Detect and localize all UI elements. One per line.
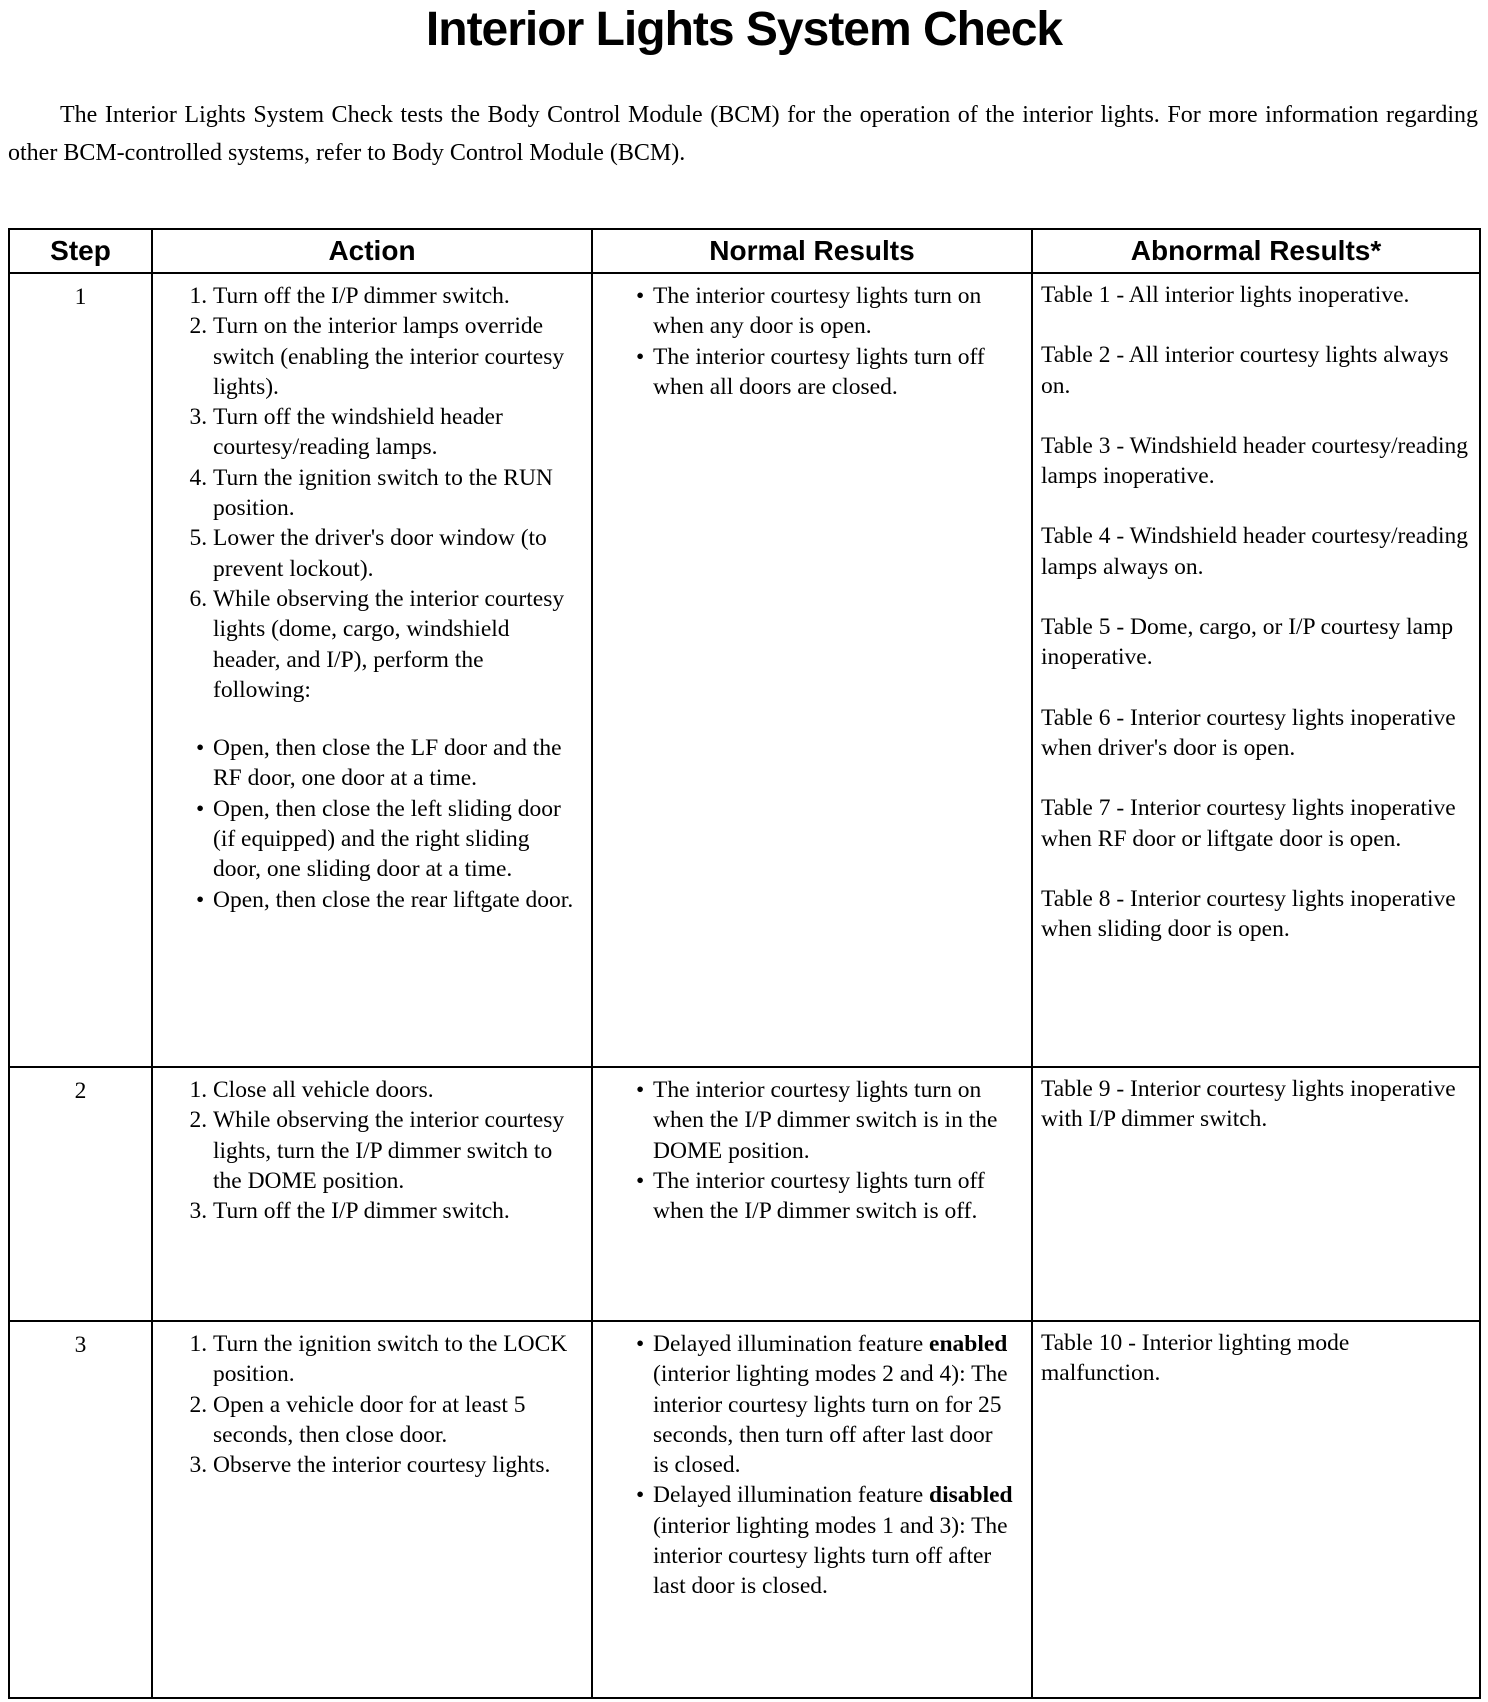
abnormal-result-item: Table 3 - Windshield header courtesy/reading lamps inoperative. [1041, 432, 1469, 490]
normal-result-item [653, 1329, 1013, 1480]
action-item: 4. Turn the ignition switch to the RUN position. [213, 463, 581, 524]
result-text: Delayed illumination feature [653, 1331, 924, 1357]
result-emphasis: disabled [929, 1482, 1013, 1509]
abnormal-results-cell [1032, 273, 1480, 1067]
page-title: Interior Lights System Check [425, 3, 1063, 56]
action-item: 3. Turn off the windshield header courtesy/reading lamps. [213, 402, 581, 463]
result-text: (interior lighting modes 2 and 4): The interior courtesy lights turn on for 25 seconds, then turn off after last door is closed. [653, 1361, 1008, 1479]
normal-result-item: • The interior courtesy lights turn on when any door is open. [653, 281, 1013, 342]
normal-results-list [635, 281, 1013, 402]
result-text: Delayed illumination feature [653, 1482, 924, 1509]
normal-result-item: • The interior courtesy lights turn off when the I/P dimmer switch is off. [653, 1166, 1013, 1227]
action-item: 1. Close all vehicle doors. [213, 1075, 581, 1105]
abnormal-result-item: Table 1 - All interior lights inoperative. [1041, 282, 1410, 308]
intro-paragraph: The Interior Lights System Check tests the Body Control Module (BCM) for the operation of the interior lights. For more information regarding other BCM-controlled systems, refer to Body Control Module (BCM). [8, 102, 1478, 166]
abnormal-result-item: Table 9 - Interior courtesy lights inoperative with I/P dimmer switch. [1041, 1076, 1456, 1133]
abnormal-results-cell [1032, 1321, 1480, 1698]
action-item: 3. Observe the interior courtesy lights. [213, 1450, 581, 1480]
sub-action-item: • Open, then close the LF door and the RF door, one door at a time. [213, 733, 581, 794]
table-row [9, 273, 1480, 1067]
normal-result-item: • The interior courtesy lights turn off when all doors are closed. [653, 342, 1013, 403]
sub-action-list [181, 733, 581, 915]
abnormal-result-item: Table 2 - All interior courtesy lights always on. [1041, 342, 1449, 399]
normal-result-item: • The interior courtesy lights turn on when the I/P dimmer switch is in the DOME position. [653, 1075, 1013, 1166]
action-item: 2. Turn on the interior lamps override switch (enabling the interior courtesy lights). [213, 311, 581, 402]
step-number: 3 [9, 1321, 152, 1698]
abnormal-result-item: Table 5 - Dome, cargo, or I/P courtesy lamp inoperative. [1041, 614, 1454, 671]
table-header-row [9, 229, 1480, 273]
action-cell [152, 1067, 592, 1321]
abnormal-result-item: Table 10 - Interior lighting mode malfunction. [1041, 1330, 1350, 1387]
normal-result-item [653, 1480, 1013, 1601]
system-check-table [8, 228, 1481, 1699]
action-item: 2. Open a vehicle door for at least 5 seconds, then close door. [213, 1390, 581, 1451]
normal-results-list [635, 1075, 1013, 1226]
action-list [181, 281, 581, 705]
normal-results-list [635, 1329, 1013, 1602]
action-item: 1. Turn off the I/P dimmer switch. [213, 281, 581, 311]
normal-results-cell [592, 1067, 1032, 1321]
action-item: 2. While observing the interior courtesy lights, turn the I/P dimmer switch to the DOME position. [213, 1105, 581, 1196]
abnormal-result-item: Table 4 - Windshield header courtesy/reading lamps always on. [1041, 523, 1469, 580]
action-item: 5. Lower the driver's door window (to prevent lockout). [213, 523, 581, 584]
abnormal-result-item: Table 7 - Interior courtesy lights inoperative when RF door or liftgate door is open. [1041, 795, 1456, 852]
header-step: Step [9, 229, 152, 273]
table-row [9, 1321, 1480, 1698]
header-abnormal-results: Abnormal Results* [1032, 229, 1480, 273]
action-item: 1. Turn the ignition switch to the LOCK position. [213, 1329, 581, 1390]
header-normal-results: Normal Results [592, 229, 1032, 273]
normal-results-cell [592, 1321, 1032, 1698]
action-cell [152, 1321, 592, 1698]
action-cell [152, 273, 592, 1067]
abnormal-results-cell [1032, 1067, 1480, 1321]
abnormal-result-item: Table 8 - Interior courtesy lights inoperative when sliding door is open. [1041, 885, 1456, 943]
normal-results-cell [592, 273, 1032, 1067]
abnormal-result-item: Table 6 - Interior courtesy lights inoperative when driver's door is open. [1041, 704, 1456, 761]
action-item: 3. Turn off the I/P dimmer switch. [213, 1196, 581, 1226]
step-number: 1 [9, 273, 152, 1067]
step-number: 2 [9, 1067, 152, 1321]
sub-action-item: • Open, then close the left sliding door (if equipped) and the right sliding door, one sliding door at a time. [213, 794, 581, 885]
header-action: Action [152, 229, 592, 273]
action-item: 6. While observing the interior courtesy lights (dome, cargo, windshield header, and I/P), perform the following: [213, 584, 581, 705]
result-text: (interior lighting modes 1 and 3): The interior courtesy lights turn off after last door is closed. [653, 1512, 1008, 1600]
sub-action-item: • Open, then close the rear liftgate door. [213, 885, 581, 915]
table-row [9, 1067, 1480, 1321]
result-emphasis: enabled [929, 1331, 1008, 1357]
action-list [181, 1329, 581, 1480]
action-list [181, 1075, 581, 1226]
